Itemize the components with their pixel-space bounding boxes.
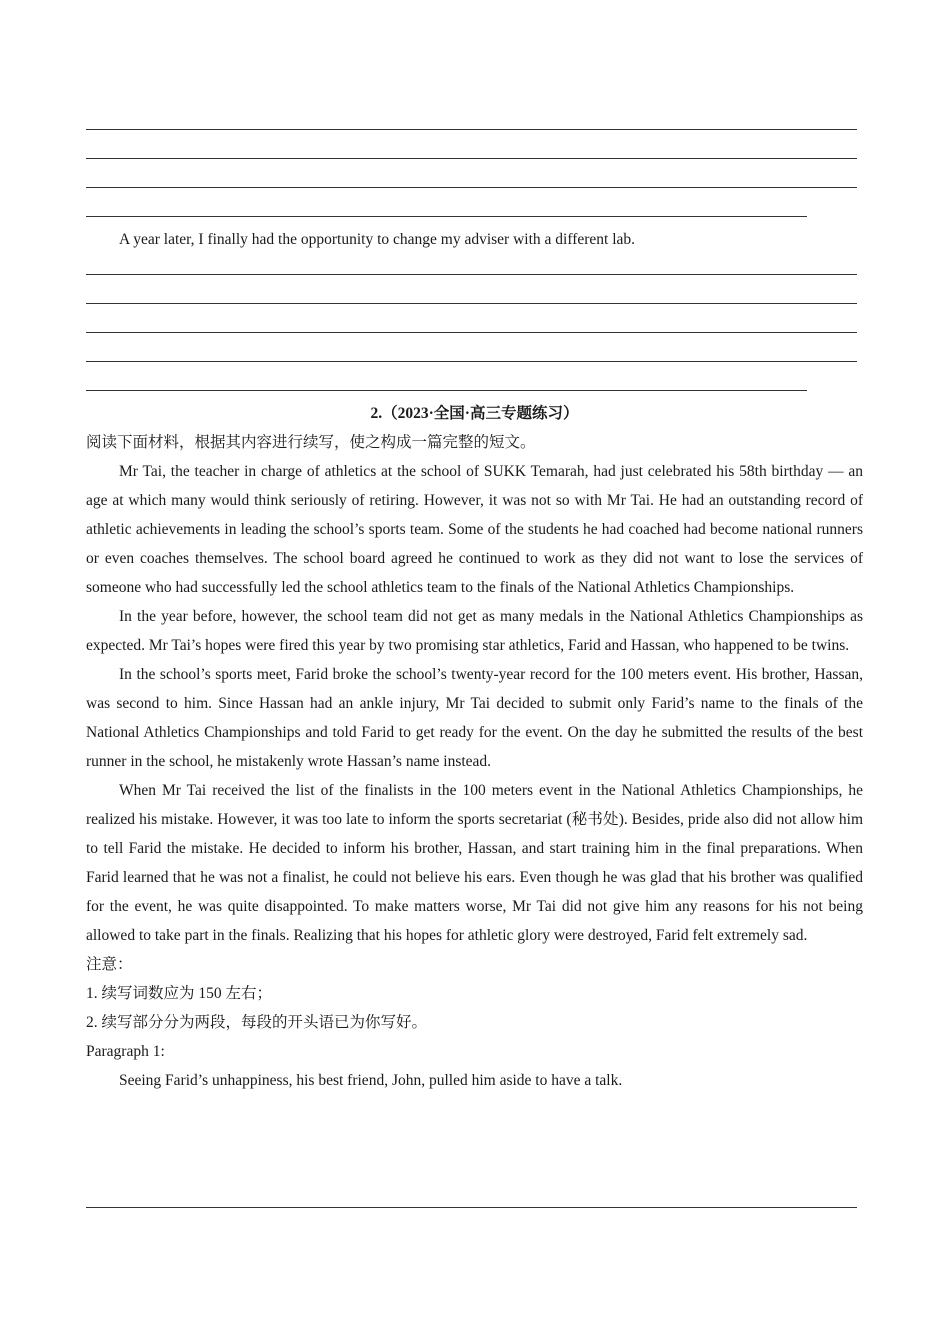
answer-line[interactable] <box>86 1207 857 1208</box>
paragraph-1-opening: Seeing Farid’s unhappiness, his best friend, John, pulled him aside to have a talk. <box>119 1072 623 1089</box>
paragraph-1-label: Paragraph 1: <box>86 1043 165 1060</box>
story-paragraph: In the year before, however, the school team did not get as many medals in the National Athletics Championships as expected. Mr Tai’s hopes were fired this year by two promising star athletics, Farid and Hassan, who happened to be twins. <box>86 608 863 654</box>
answer-line[interactable] <box>86 129 857 130</box>
answer-line[interactable] <box>86 361 857 362</box>
answer-line[interactable] <box>86 332 857 333</box>
notes-label: 注意： <box>86 956 133 973</box>
answer-line[interactable] <box>86 158 857 159</box>
question-heading: 2.（2023·全国·高三专题练习） <box>370 405 579 422</box>
instruction-text: 阅读下面材料，根据其内容进行续写，使之构成一篇完整的短文。 <box>86 434 536 451</box>
paragraph-2-opening: A year later, I finally had the opportunity to change my adviser with a different lab. <box>119 231 636 248</box>
story-paragraph: When Mr Tai received the list of the finalists in the 100 meters event in the National Athletics Championships, he realized his mistake. However, it was too late to inform the sports secretariat (秘书处). Besides, pride also did not allow him to tell Farid the mistake. He decided to inform his brother, Hassan, and start training him in the final preparations. When Farid learned that he was not a finalist, he could not believe his ears. Even though he was glad that his brother was qualified for the event, he was quite disappointed. To make matters worse, Mr Tai did not give him any reasons for his not being allowed to take part in the finals. Realizing that his hopes for athletic glory were destroyed, Farid felt extremely sad. <box>86 782 863 944</box>
story-paragraph: Mr Tai, the teacher in charge of athletics at the school of SUKK Temarah, had just celebrated his 58th birthday — an age at which many would think seriously of retiring. However, it was not so with Mr Tai. He had an outstanding record of athletic achievements in leading the school’s sports team. Some of the students he had coached had become national runners or even coaches themselves. The school board agreed he continued to work as they did not want to lose the services of someone who had successfully led the school athletics team to the finals of the National Athletics Championships. <box>86 463 863 596</box>
answer-line[interactable] <box>86 274 857 275</box>
note-item: 1. 续写词数应为 150 左右； <box>86 985 273 1002</box>
answer-line[interactable] <box>86 390 807 391</box>
note-item: 2. 续写部分分为两段，每段的开头语已为你写好。 <box>86 1014 428 1031</box>
story-paragraph: In the school’s sports meet, Farid broke the school’s twenty-year record for the 100 meters event. His brother, Hassan, was second to him. Since Hassan had an ankle injury, Mr Tai decided to submit only Farid’s name to the finals of the National Athletics Championships and told Farid to get ready for the event. On the day he submitted the results of the best runner in the school, he mistakenly wrote Hassan’s name instead. <box>86 666 863 770</box>
answer-line[interactable] <box>86 187 857 188</box>
question-body <box>86 428 863 1095</box>
answer-line[interactable] <box>86 303 857 304</box>
answer-line[interactable] <box>86 216 807 217</box>
paragraph-2-opening-block <box>86 225 863 254</box>
